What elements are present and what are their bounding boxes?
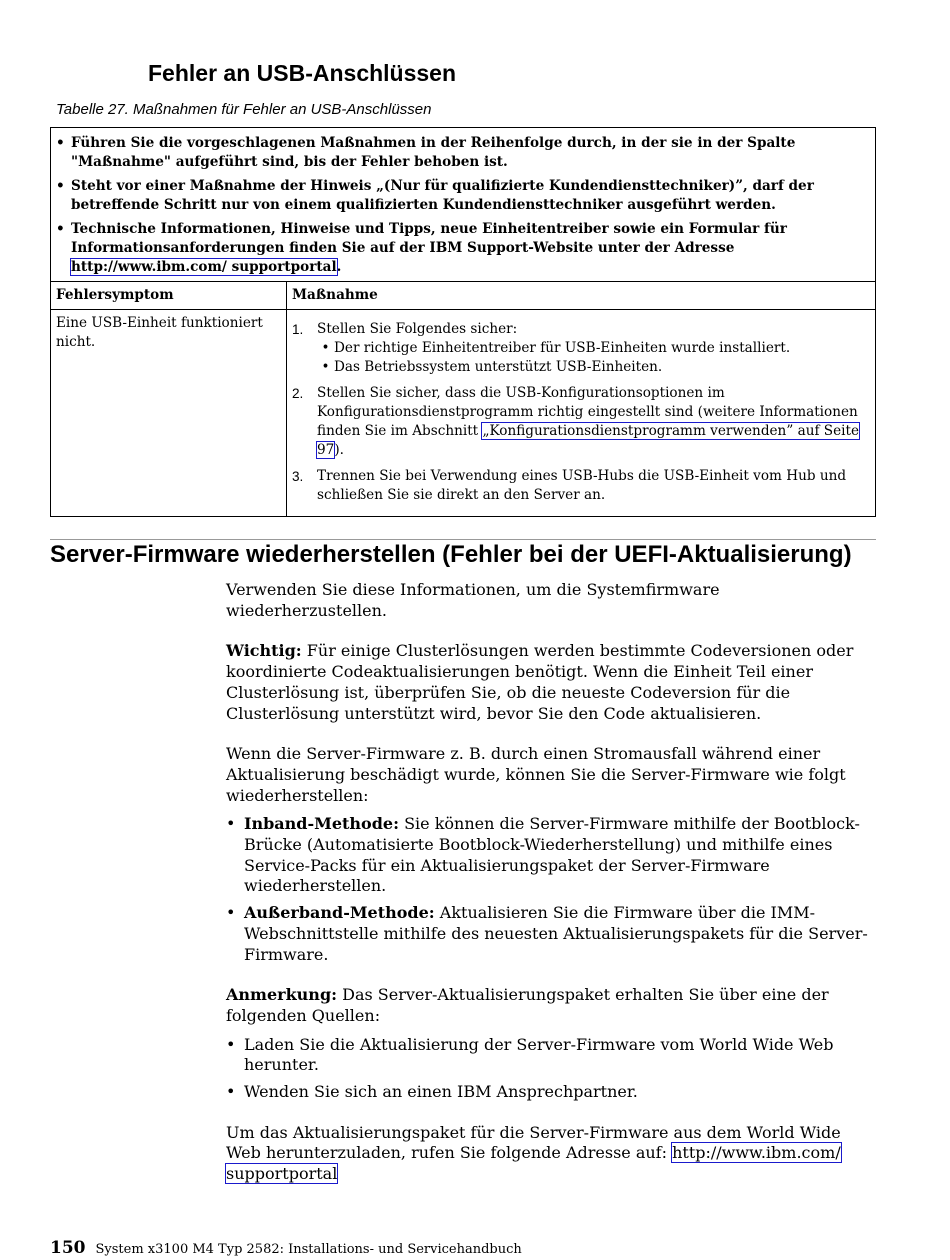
ibm-support-link[interactable]: http://www.ibm.com/ supportportal: [71, 259, 337, 275]
note-item: • Führen Sie die vorgeschlagenen Maßnahmen in der Reihenfolge durch, in der sie in der Spalte "Maßnahme" aufgeführt sind, bis der Fehler behoben ist.: [56, 135, 796, 170]
list-item: • Wenden Sie sich an einen IBM Ansprechpartner.: [226, 1082, 638, 1102]
column-header-symptom: Fehlersymptom: [51, 282, 287, 310]
usb-troubleshooting-table: [50, 127, 876, 517]
step-2: 2. Stellen Sie sicher, dass die USB-Konfigurationsoptionen im Konfigurationsdienstprogramm richtig eingestellt sind (weitere Informationen finden Sie im Abschnitt „Konfigurationsdienstprogramm verwenden” auf Seite 97).: [292, 385, 860, 458]
page-footer: [50, 1238, 522, 1258]
sources-list: [226, 1035, 878, 1103]
intro-paragraph: Verwenden Sie diese Informationen, um die Systemfirmware wiederherzustellen.: [226, 580, 720, 620]
table-row: [51, 310, 876, 517]
download-paragraph: Um das Aktualisierungspaket für die Server-Firmware aus dem World Wide Web herunterzuladen, rufen Sie folgende Adresse auf: http://www.ibm.com/ supportportal: [226, 1122, 841, 1184]
step-1-item: • Der richtige Einheitentreiber für USB-Einheiten wurde installiert.: [321, 340, 791, 356]
book-title: System x3100 M4 Typ 2582: Installations- und Servicehandbuch: [95, 1242, 522, 1257]
note-item: • Steht vor einer Maßnahme der Hinweis „(Nur für qualifizierte Kundendiensttechniker)”, darf der betreffende Schritt nur von einem qualifizierten Kundendiensttechniker ausgeführt werden.: [56, 178, 814, 213]
section-title-firmware: Server-Firmware wiederherstellen (Fehler bei der UEFI-Aktualisierung): [50, 541, 852, 568]
list-item: • Laden Sie die Aktualisierung der Server-Firmware vom World Wide Web herunter.: [226, 1034, 834, 1075]
list-item: • Außerband-Methode: Aktualisieren Sie die Firmware über die IMM-Webschnittstelle mithilfe des neuesten Aktualisierungspakets für die Server-Firmware.: [226, 903, 868, 964]
damaged-paragraph: Wenn die Server-Firmware z. B. durch einen Stromausfall während einer Aktualisierung beschädigt wurde, können Sie die Server-Firmware wie folgt wiederherstellen:: [226, 744, 846, 805]
note-paragraph: Anmerkung: Das Server-Aktualisierungspaket erhalten Sie über eine der folgenden Quellen:: [226, 985, 829, 1025]
step-1: 1. Stellen Sie Folgendes sicher: • Der richtige Einheitentreiber für USB-Einheiten wurde installiert. • Das Betriebssystem unterstützt USB-Einheiten.: [292, 321, 791, 375]
important-paragraph: Wichtig: Für einige Clusterlösungen werden bestimmte Codeversionen oder koordinierte Codeaktualisierungen benötigt. Wenn die Einheit Teil einer Clusterlösung ist, überprüfen Sie, ob die neueste Codeversion für die Clusterlösung unterstützt wird, bevor Sie den Code aktualisieren.: [226, 641, 854, 723]
list-item: • Inband-Methode: Sie können die Server-Firmware mithilfe der Bootblock-Brücke (Automatisierte Bootblock-Wiederherstellung) und mithilfe eines Service-Packs für ein Aktualisierungspaket der Server-Firmware wiederherstellen.: [226, 814, 860, 896]
note-item: • Technische Informationen, Hinweise und Tipps, neue Einheitentreiber sowie ein Formular für Informationsanforderungen finden Sie auf der IBM Support-Website unter der Adresse http://www.ibm.com/ supportportal.: [56, 221, 787, 275]
column-header-action: Maßnahme: [287, 282, 876, 310]
config-utility-link[interactable]: „Konfigurationsdienstprogramm verwenden” auf Seite 97: [317, 423, 860, 458]
recovery-methods-list: [226, 814, 878, 965]
firmware-body: [226, 580, 878, 1205]
section-title-usb: Fehler an USB-Anschlüssen: [148, 60, 457, 86]
step-3: 3. Trennen Sie bei Verwendung eines USB-Hubs die USB-Einheit vom Hub und schließen Sie sie direkt an den Server an.: [292, 468, 847, 503]
section-divider: [50, 539, 876, 540]
ibm-support-link-2[interactable]: http://www.ibm.com/ supportportal: [226, 1143, 841, 1184]
page-number: 150: [50, 1238, 86, 1258]
symptom-cell: Eine USB-Einheit funktioniert nicht.: [51, 310, 287, 517]
table-notes: [51, 128, 876, 282]
action-cell: [287, 310, 876, 517]
step-1-item: • Das Betriebssystem unterstützt USB-Einheiten.: [321, 359, 663, 375]
table-caption: Tabelle 27. Maßnahmen für Fehler an USB-Anschlüssen: [56, 101, 432, 118]
